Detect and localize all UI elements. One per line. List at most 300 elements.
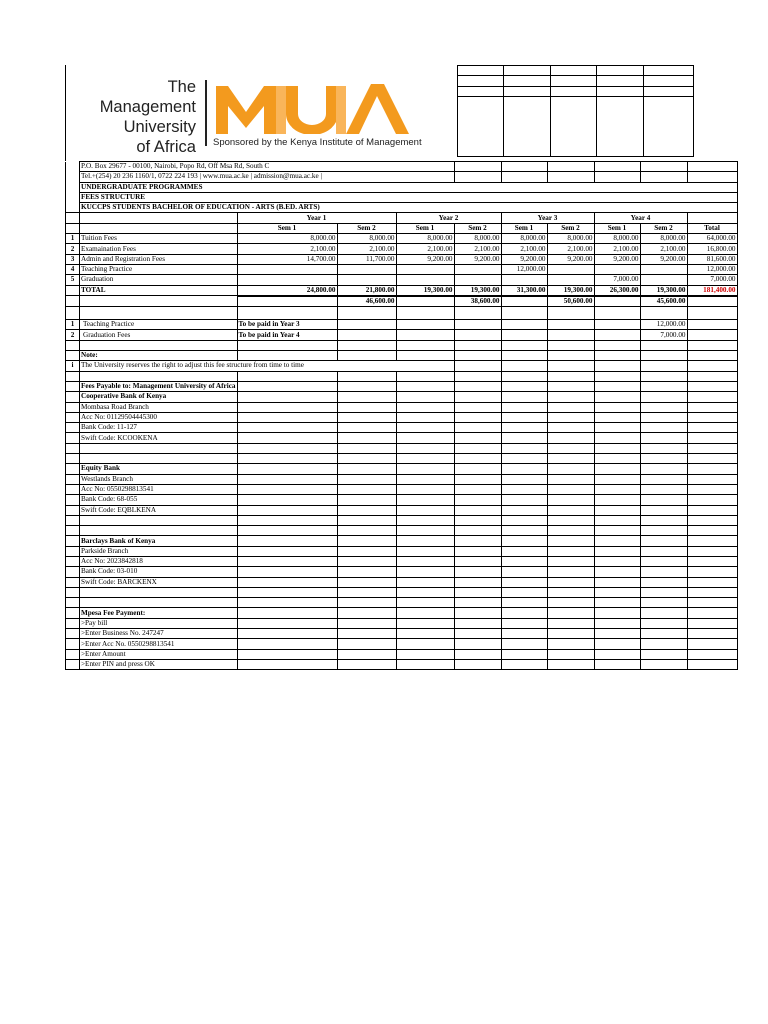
year-header: Year 3 xyxy=(501,213,594,223)
cell xyxy=(396,307,454,320)
cell xyxy=(66,172,80,182)
bank-detail: Acc No: 0550298813541 xyxy=(80,484,238,494)
cell xyxy=(237,371,337,381)
cell xyxy=(547,330,594,340)
cell xyxy=(80,526,238,536)
cell xyxy=(237,649,337,659)
cell xyxy=(501,443,547,453)
cell xyxy=(501,296,547,307)
cell xyxy=(640,464,687,474)
cell xyxy=(547,412,594,422)
note-title-row xyxy=(66,351,738,361)
cell xyxy=(454,577,501,587)
cell xyxy=(454,423,501,433)
cell xyxy=(237,598,337,608)
total-value: 31,300.00 xyxy=(501,285,547,296)
cell xyxy=(454,361,501,371)
cell xyxy=(640,526,687,536)
cell xyxy=(687,567,737,577)
cell xyxy=(396,618,454,628)
payment-item: Graduation Fees xyxy=(80,330,238,340)
cell xyxy=(337,587,396,597)
cell xyxy=(501,371,547,381)
cell xyxy=(594,172,640,182)
cell xyxy=(687,433,737,443)
cell xyxy=(66,423,80,433)
cell xyxy=(66,392,80,402)
mpesa-step-row xyxy=(66,629,738,639)
cell xyxy=(594,484,640,494)
course-title: KUCCPS STUDENTS BACHELOR OF EDUCATION - ARTS (B.ED. ARTS) xyxy=(80,203,738,213)
cell xyxy=(687,495,737,505)
fee-value: 2,100.00 xyxy=(454,244,501,254)
cell xyxy=(66,556,80,566)
logo-line: University xyxy=(123,118,196,136)
cell xyxy=(454,320,501,330)
cell xyxy=(640,577,687,587)
cell xyxy=(501,587,547,597)
cell xyxy=(640,433,687,443)
cell xyxy=(501,598,547,608)
bank-name-row xyxy=(66,392,738,402)
fee-value: 2,100.00 xyxy=(396,244,454,254)
cell xyxy=(687,587,737,597)
cell xyxy=(454,536,501,546)
cell xyxy=(504,66,551,76)
fee-value: 11,700.00 xyxy=(337,254,396,264)
bank-name: Cooperative Bank of Kenya xyxy=(80,392,238,402)
cell xyxy=(237,464,337,474)
cell xyxy=(237,443,337,453)
cell xyxy=(396,340,454,350)
bank-detail-row xyxy=(66,402,738,412)
cell xyxy=(454,495,501,505)
cell xyxy=(396,526,454,536)
spacer-row xyxy=(66,454,738,464)
cell xyxy=(640,484,687,494)
cell xyxy=(501,351,547,361)
cell xyxy=(66,484,80,494)
cell xyxy=(640,587,687,597)
fee-item: Admin and Registration Fees xyxy=(80,254,238,264)
cell xyxy=(547,659,594,669)
fee-total: 16,800.00 xyxy=(687,244,737,254)
cell xyxy=(594,330,640,340)
mpesa-step-row xyxy=(66,639,738,649)
fee-index: 1 xyxy=(66,234,80,244)
cell xyxy=(66,598,80,608)
cell xyxy=(594,307,640,320)
cell xyxy=(396,296,454,307)
cell xyxy=(547,598,594,608)
cell xyxy=(396,495,454,505)
cell xyxy=(640,536,687,546)
cell xyxy=(594,639,640,649)
cell xyxy=(66,412,80,422)
cell xyxy=(337,381,396,391)
cell xyxy=(501,618,547,628)
payment-when: To be paid in Year 3 xyxy=(237,320,337,330)
cell xyxy=(644,86,694,96)
fee-value: 9,200.00 xyxy=(454,254,501,264)
spacer-row xyxy=(66,526,738,536)
cell xyxy=(547,320,594,330)
cell xyxy=(337,659,396,669)
cell xyxy=(237,392,337,402)
cell xyxy=(594,515,640,525)
fee-value: 2,100.00 xyxy=(501,244,547,254)
cell xyxy=(594,371,640,381)
cell xyxy=(547,515,594,525)
bank-name: Barclays Bank of Kenya xyxy=(80,536,238,546)
cell xyxy=(594,556,640,566)
cell xyxy=(644,66,694,76)
cell xyxy=(66,454,80,464)
cell xyxy=(687,598,737,608)
fee-total: 64,000.00 xyxy=(687,234,737,244)
cell xyxy=(640,454,687,464)
cell xyxy=(504,96,551,156)
cell xyxy=(396,577,454,587)
cell xyxy=(66,577,80,587)
fee-total: 81,600.00 xyxy=(687,254,737,264)
cell xyxy=(594,162,640,172)
fee-value xyxy=(547,264,594,274)
cell xyxy=(640,351,687,361)
cell xyxy=(337,598,396,608)
cell xyxy=(66,351,80,361)
cell xyxy=(337,307,396,320)
bank-detail-row xyxy=(66,495,738,505)
spacer-row xyxy=(66,340,738,350)
cell xyxy=(337,433,396,443)
cell xyxy=(396,371,454,381)
cell xyxy=(594,649,640,659)
fee-value xyxy=(547,275,594,285)
cell xyxy=(66,536,80,546)
cell xyxy=(66,402,80,412)
cell xyxy=(547,608,594,618)
spacer-row xyxy=(66,515,738,525)
cell xyxy=(501,515,547,525)
fee-value xyxy=(640,275,687,285)
cell xyxy=(594,629,640,639)
cell xyxy=(594,402,640,412)
cell xyxy=(547,454,594,464)
cell xyxy=(237,402,337,412)
cell xyxy=(337,484,396,494)
cell xyxy=(396,443,454,453)
cell xyxy=(547,546,594,556)
spacer-row xyxy=(66,587,738,597)
cell xyxy=(337,608,396,618)
cell xyxy=(501,454,547,464)
cell xyxy=(687,474,737,484)
cell xyxy=(458,86,504,96)
cell xyxy=(66,587,80,597)
cell xyxy=(396,320,454,330)
contacts-text: Tel.+(254) 20 236 1160/1, 0722 224 193 | www.mua.ac.ke | admission@mua.ac.ke | xyxy=(80,172,455,182)
cell xyxy=(640,618,687,628)
fee-value: 2,100.00 xyxy=(237,244,337,254)
mpesa-title-row xyxy=(66,608,738,618)
cell xyxy=(66,433,80,443)
bank-detail: Acc No: 01129504445300 xyxy=(80,412,238,422)
grand-total: 181,400.00 xyxy=(687,285,737,296)
cell xyxy=(454,608,501,618)
cell xyxy=(337,649,396,659)
cell xyxy=(687,402,737,412)
cell xyxy=(687,546,737,556)
fee-value xyxy=(640,264,687,274)
cell xyxy=(66,495,80,505)
fee-row xyxy=(66,264,738,274)
cell xyxy=(687,213,737,223)
fee-value: 8,000.00 xyxy=(337,234,396,244)
cell xyxy=(454,546,501,556)
cell xyxy=(501,556,547,566)
cell xyxy=(66,203,80,213)
cell xyxy=(237,433,337,443)
fees-table xyxy=(65,161,738,670)
fee-value: 8,000.00 xyxy=(237,234,337,244)
cell xyxy=(501,433,547,443)
bank-detail-row xyxy=(66,556,738,566)
cell xyxy=(454,618,501,628)
sem-header: Sem 2 xyxy=(454,223,501,233)
cell xyxy=(640,515,687,525)
cell xyxy=(504,86,551,96)
cell xyxy=(640,402,687,412)
logo-line: of Africa xyxy=(136,138,196,156)
cell xyxy=(551,76,597,86)
bank-detail-row xyxy=(66,577,738,587)
payment-item: Teaching Practice xyxy=(80,320,238,330)
cell xyxy=(337,526,396,536)
logo-university-name xyxy=(80,77,196,157)
cell xyxy=(80,307,238,320)
cell xyxy=(687,443,737,453)
cell xyxy=(66,546,80,556)
fee-value: 9,200.00 xyxy=(547,254,594,264)
total-value: 24,800.00 xyxy=(237,285,337,296)
cell xyxy=(396,608,454,618)
header-grid xyxy=(457,65,694,157)
cell xyxy=(594,567,640,577)
cell xyxy=(547,505,594,515)
total-header: Total xyxy=(687,223,737,233)
cell xyxy=(337,330,396,340)
cell xyxy=(337,639,396,649)
fee-value: 8,000.00 xyxy=(501,234,547,244)
cell xyxy=(454,505,501,515)
bank-detail-row xyxy=(66,412,738,422)
bank-detail: Mombasa Road Branch xyxy=(80,402,238,412)
cell xyxy=(396,515,454,525)
fee-value xyxy=(337,264,396,274)
cell xyxy=(66,659,80,669)
cell xyxy=(80,587,238,597)
cell xyxy=(396,556,454,566)
cell xyxy=(66,443,80,453)
sem-header: Sem 2 xyxy=(547,223,594,233)
cell xyxy=(237,546,337,556)
cell xyxy=(597,86,644,96)
cell xyxy=(687,556,737,566)
cell xyxy=(396,629,454,639)
cell xyxy=(547,443,594,453)
cell xyxy=(687,330,737,340)
cell xyxy=(640,495,687,505)
cell xyxy=(396,433,454,443)
cell xyxy=(687,649,737,659)
cell xyxy=(454,515,501,525)
cell xyxy=(80,223,238,233)
fee-row xyxy=(66,275,738,285)
cell xyxy=(454,162,501,172)
bank-name-row xyxy=(66,536,738,546)
cell xyxy=(454,567,501,577)
cell xyxy=(597,96,644,156)
cell xyxy=(640,505,687,515)
address-text: P.O. Box 29677 - 00100, Nairobi, Popo Rd, Off Msa Rd, South C xyxy=(80,162,455,172)
cell xyxy=(396,330,454,340)
cell xyxy=(237,423,337,433)
cell xyxy=(687,423,737,433)
cell xyxy=(501,505,547,515)
bank-detail: Westlands Branch xyxy=(80,474,238,484)
bank-detail-row xyxy=(66,474,738,484)
year-total: 45,600.00 xyxy=(640,296,687,307)
fee-value xyxy=(594,264,640,274)
fee-value: 8,000.00 xyxy=(396,234,454,244)
programme-title: UNDERGRADUATE PROGRAMMES xyxy=(80,182,738,192)
bank-detail: Swift Code: EQBLKENA xyxy=(80,505,238,515)
sem-header: Sem 1 xyxy=(237,223,337,233)
cell xyxy=(547,629,594,639)
cell xyxy=(594,536,640,546)
cell xyxy=(687,536,737,546)
cell xyxy=(337,443,396,453)
mua-logo xyxy=(66,68,456,160)
cell xyxy=(594,495,640,505)
fee-value: 9,200.00 xyxy=(396,254,454,264)
cell xyxy=(687,361,737,371)
mpesa-step: >Enter Acc No. 0550298813541 xyxy=(80,639,238,649)
cell xyxy=(501,162,547,172)
cell xyxy=(547,402,594,412)
payment-row xyxy=(66,320,738,330)
cell xyxy=(337,464,396,474)
cell xyxy=(644,76,694,86)
cell xyxy=(501,536,547,546)
note-index: i xyxy=(66,361,80,371)
cell xyxy=(594,577,640,587)
year-totals-row xyxy=(66,296,738,307)
bank-name-row xyxy=(66,464,738,474)
cell xyxy=(547,639,594,649)
cell xyxy=(640,608,687,618)
cell xyxy=(501,608,547,618)
fee-value: 2,100.00 xyxy=(640,244,687,254)
cell xyxy=(501,484,547,494)
cell xyxy=(547,371,594,381)
cell xyxy=(644,96,694,156)
year-header: Year 1 xyxy=(237,213,396,223)
section-row xyxy=(66,192,738,202)
cell xyxy=(237,474,337,484)
cell xyxy=(454,587,501,597)
cell xyxy=(501,639,547,649)
cell xyxy=(501,402,547,412)
cell xyxy=(594,505,640,515)
cell xyxy=(454,526,501,536)
cell xyxy=(594,381,640,391)
total-row xyxy=(66,285,738,296)
mua-mark-icon xyxy=(216,82,421,134)
cell xyxy=(337,546,396,556)
cell xyxy=(237,484,337,494)
cell xyxy=(687,162,737,172)
cell xyxy=(594,454,640,464)
cell xyxy=(687,392,737,402)
fee-value xyxy=(454,275,501,285)
fee-value: 8,000.00 xyxy=(640,234,687,244)
cell xyxy=(547,587,594,597)
cell xyxy=(337,567,396,577)
cell xyxy=(504,76,551,86)
cell xyxy=(687,659,737,669)
fee-index: 2 xyxy=(66,244,80,254)
cell xyxy=(66,340,80,350)
cell xyxy=(337,536,396,546)
cell xyxy=(337,402,396,412)
cell xyxy=(501,381,547,391)
cell xyxy=(66,381,80,391)
cell xyxy=(640,371,687,381)
fee-total: 12,000.00 xyxy=(687,264,737,274)
cell xyxy=(547,392,594,402)
total-value: 19,300.00 xyxy=(640,285,687,296)
fee-value: 12,000.00 xyxy=(501,264,547,274)
spacer-row xyxy=(66,598,738,608)
cell xyxy=(237,567,337,577)
cell xyxy=(396,546,454,556)
fee-item: Examaination Fees xyxy=(80,244,238,254)
cell xyxy=(501,495,547,505)
cell xyxy=(501,546,547,556)
cell xyxy=(337,495,396,505)
cell xyxy=(454,307,501,320)
cell xyxy=(687,351,737,361)
cell xyxy=(687,577,737,587)
bank-detail: Parkside Branch xyxy=(80,546,238,556)
cell xyxy=(454,392,501,402)
cell xyxy=(640,361,687,371)
fee-value: 9,200.00 xyxy=(640,254,687,264)
cell xyxy=(594,443,640,453)
cell xyxy=(687,381,737,391)
cell xyxy=(337,392,396,402)
cell xyxy=(337,454,396,464)
cell xyxy=(454,556,501,566)
cell xyxy=(640,423,687,433)
cell xyxy=(640,443,687,453)
logo-sponsor-text: Sponsored by the Kenya Institute of Management xyxy=(213,137,422,148)
payment-index: 2 xyxy=(66,330,80,340)
cell xyxy=(337,505,396,515)
cell xyxy=(640,412,687,422)
